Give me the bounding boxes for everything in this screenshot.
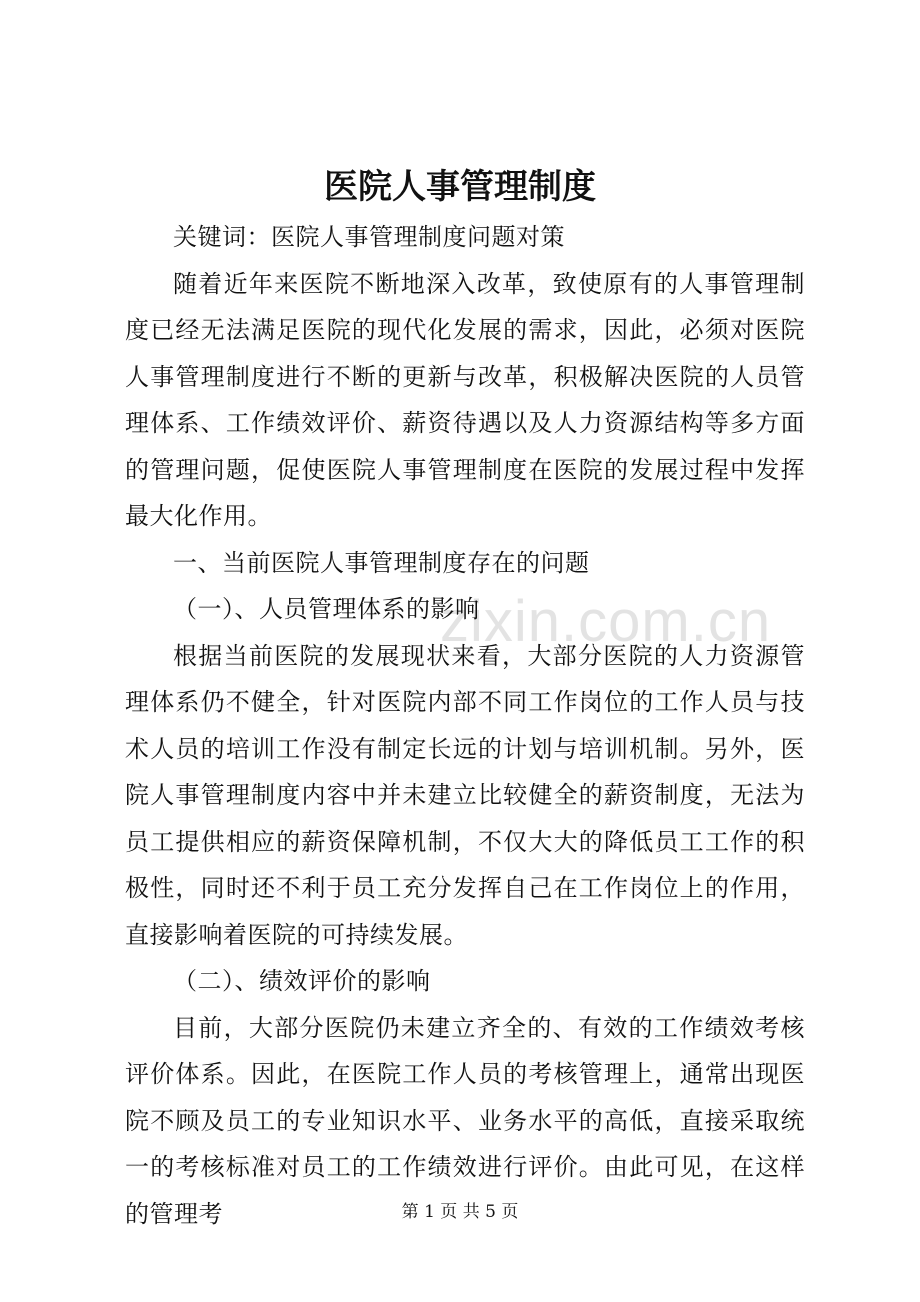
- keywords-paragraph: 关键词：医院人事管理制度问题对策: [173, 223, 565, 251]
- body-paragraph-2: 目前，大部分医院仍未建立齐全的、有效的工作绩效考核评价体系。因此，在医院工作人员的考核管理上，通常出现医院不顾及员工的专业知识水平、业务水平的高低，直接采取统一的考核标准对员工的工作绩效进行评价。由此可见，在这样的管理考: [125, 1013, 805, 1228]
- document-title: 医院人事管理制度: [324, 167, 596, 207]
- subsection-heading-1: （一）、人员管理体系的影响: [173, 595, 480, 623]
- body-paragraph-1: 根据当前医院的发展现状来看，大部分医院的人力资源管理体系仍不健全，针对医院内部不同工作岗位的工作人员与技术人员的培训工作没有制定长远的计划与培训机制。另外，医院人事管理制度内容中并未建立比较健全的薪资制度，无法为员工提供相应的薪资保障机制，不仅大大的降低员工工作的积极性，同时还不利于员工充分发挥自己在工作岗位上的作用，直接影响着医院的可持续发展。: [125, 641, 805, 949]
- page-footer: 第 1 页 共 5 页: [401, 1202, 519, 1222]
- intro-paragraph: 随着近年来医院不断地深入改革，致使原有的人事管理制度已经无法满足医院的现代化发展的需求，因此，必须对医院人事管理制度进行不断的更新与改革，积极解决医院的人员管理体系、工作绩效评价、薪资待遇以及人力资源结构等多方面的管理问题，促使医院人事管理制度在医院的发展过程中发挥最大化作用。: [125, 269, 805, 530]
- watermark: zixin.com.cn: [440, 589, 772, 654]
- section-heading-1: 一、当前医院人事管理制度存在的问题: [173, 548, 590, 577]
- document-body: [125, 214, 805, 1237]
- subsection-heading-2: （二）、绩效评价的影响: [173, 967, 431, 995]
